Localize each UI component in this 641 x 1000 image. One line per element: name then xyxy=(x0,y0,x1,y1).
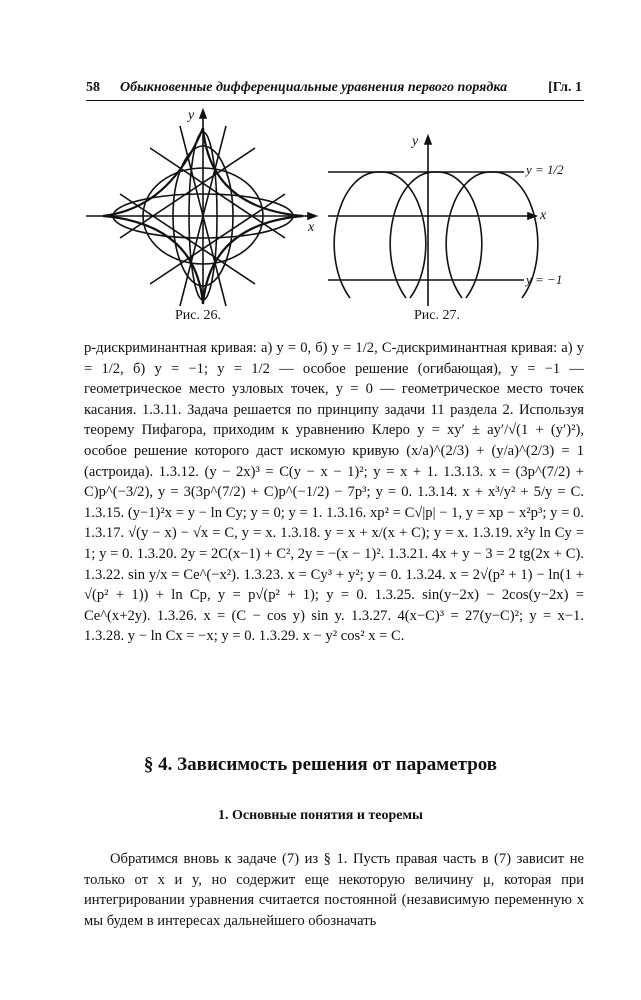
page-number: 58 xyxy=(86,80,100,95)
figure-26-caption: Рис. 26. xyxy=(175,308,221,323)
section-title: § 4. Зависимость решения от параметров xyxy=(143,754,498,775)
fig27-y-label: y xyxy=(412,134,419,149)
subsection-title: 1. Основные понятия и теоремы xyxy=(218,808,423,823)
fig27-line-top-label: y = 1/2 xyxy=(526,162,564,177)
fig26-y-label: y xyxy=(188,108,195,123)
fig26-x-label: x xyxy=(308,220,315,235)
body-paragraph: Обратимся вновь к задаче (7) из § 1. Пусть правая часть в (7) зависит не только от x и y, но содержит еще некоторую величину μ, которая при интегрировании уравнения считается постоянной (независимую переменную x мы будем в интересах дальнейшего обозначать xyxy=(84,851,584,929)
chapter-marker: [Гл. 1 xyxy=(548,80,582,95)
running-title: Обыкновенные дифференциальные уравнения первого порядка xyxy=(120,80,508,95)
figure-27-caption: Рис. 27. xyxy=(414,308,460,323)
answers-block xyxy=(84,338,584,730)
fig27-x-label: x xyxy=(540,208,547,223)
fig27-line-bottom-label: y = −1 xyxy=(526,272,563,287)
figure-27 xyxy=(328,134,568,310)
figure-26 xyxy=(80,108,320,308)
page-header xyxy=(86,78,584,101)
answers-text: p-дискриминантная кривая: а) y = 0, б) y = 1/2, C-дискриминантная кривая: а) y = 1/2, б) y = −1; y = 1/2 — особое решение (огибающая), y = −1 — геометрическое место узловых точек, y = 0 — геометрическое место точек касания. 1.3.11. Задача решается по принципу задачи 11 раздела 2. Используя теорему Пифагора, приходим к уравнению Клеро y = xy′ ± ay′/√(1 + (y′)²), особое решение которого даст искомую кривую (x/a)^(2/3) + (y/a)^(2/3) = 1 (астроида). 1.3.12. (y − 2x)³ = C(y − x − 1)²; y = x + 1. 1.3.13. x = (3p^(7/2) + C)p^(−3/2), y = 3(3p^(7/2) + C)p^(−1/2) − 7p³; y = 0. 1.3.14. x + x³/y² + 5/y = C. 1.3.15. (y−1)²x = y − ln Cy; y = 0; y = 1. 1.3.16. xp² = C√|p| − 1, y = xp − x²p³; y = 0. 1.3.17. √(y − x) − √x = C, y = x. 1.3.18. y = x + x/(x + C); y = x. 1.3.19. x²y ln Cy = 1; y = 0. 1.3.20. 2y = 2C(x−1) + C², 2y = −(x − 1)². 1.3.21. 4x + y − 3 = 2 tg(2x + C). 1.3.22. sin y/x = Ce^(−x²). 1.3.23. x = Cy³ + y²; y = 0. 1.3.24. x = 2√(p² + 1) − ln(1 + √(p² + 1)) + ln Cp, y = p√(p² + 1); y = 0. 1.3.25. sin(y−2x) − 2cos(y−2x) = Ce^(x+2y). 1.3.26. x = (C − cos y) sin y. 1.3.27. 4(x−C)³ = 27(y−C)²; y = x−1. 1.3.28. y − ln Cx = −x; y = 0. 1.3.29. x − y² cos² x = C. xyxy=(84,340,584,645)
